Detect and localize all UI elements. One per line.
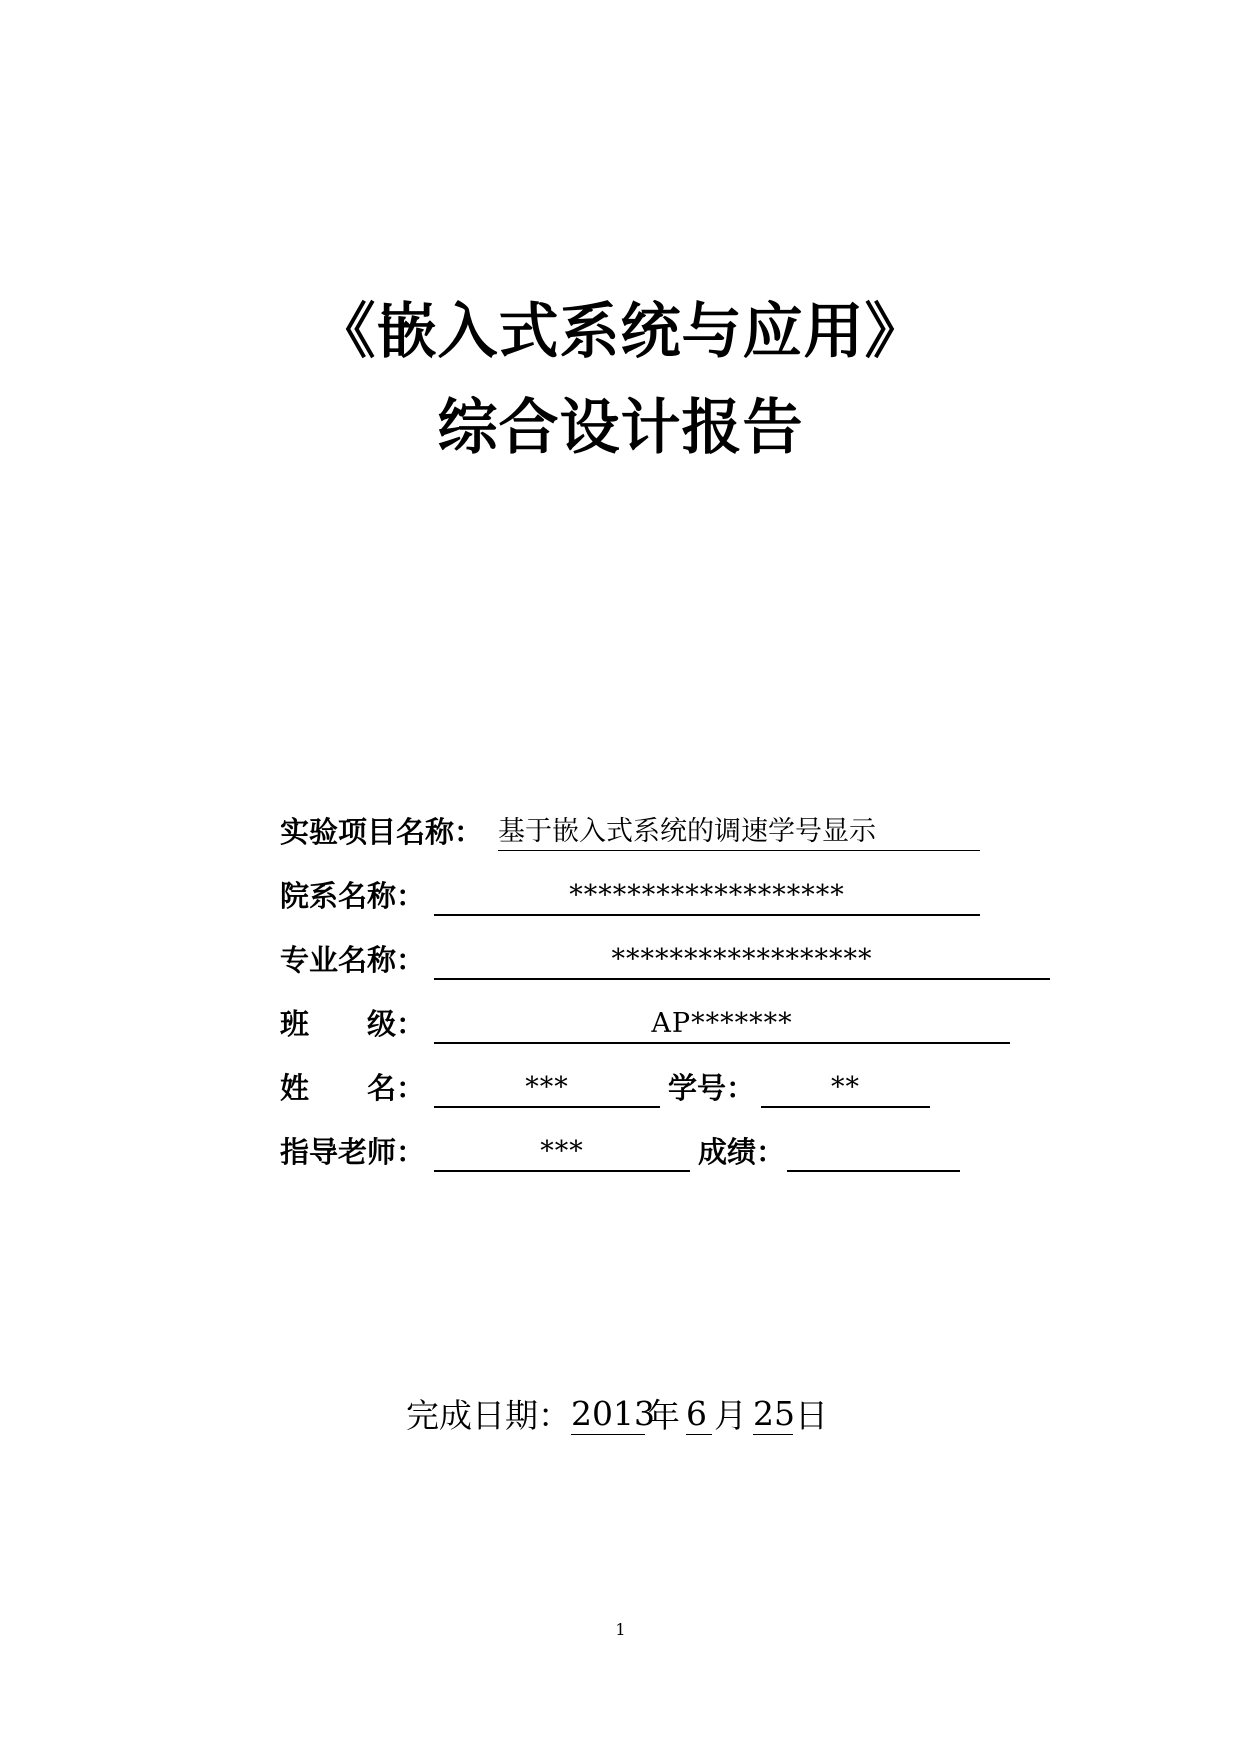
completion-date — [0, 1394, 1241, 1438]
department-label: 院系名称： — [280, 879, 426, 913]
student-id-value: ** — [761, 1070, 930, 1108]
completion-year-unit: 年 — [647, 1396, 680, 1435]
completion-month: 6 — [686, 1394, 712, 1435]
advisor-label: 指导老师： — [280, 1135, 426, 1169]
advisor-value: *** — [434, 1134, 690, 1172]
class-row — [280, 1006, 1020, 1042]
major-label: 专业名称： — [280, 943, 426, 977]
name-studentid-row — [280, 1070, 980, 1106]
major-row — [280, 942, 1070, 978]
name-value: *** — [434, 1070, 660, 1108]
completion-year: 2013 — [571, 1394, 655, 1433]
report-title-line-1: 《嵌入式系统与应用》 — [315, 297, 926, 367]
name-label: 姓 名： — [280, 1071, 426, 1105]
completion-month-unit: 月 — [714, 1396, 747, 1435]
project-name-value: 基于嵌入式系统的调速学号显示 — [498, 814, 980, 851]
major-value: ****************** — [434, 942, 1050, 980]
class-value: AP******* — [434, 1006, 1010, 1044]
completion-date-label: 完成日期： — [406, 1396, 571, 1435]
grade-value — [787, 1134, 960, 1172]
advisor-grade-row — [280, 1134, 1000, 1170]
report-title-line-2: 综合设计报告 — [437, 393, 804, 463]
page-number: 1 — [615, 1620, 626, 1639]
class-label: 班 级： — [280, 1007, 426, 1041]
grade-label: 成绩： — [698, 1135, 786, 1169]
completion-day: 25 — [753, 1394, 795, 1433]
student-id-label: 学号： — [668, 1071, 756, 1105]
department-value: ******************* — [434, 878, 980, 916]
project-name-row — [280, 814, 1000, 850]
completion-day-unit: 日 — [795, 1396, 828, 1435]
project-name-label: 实验项目名称： — [280, 815, 484, 849]
department-row — [280, 878, 1000, 914]
